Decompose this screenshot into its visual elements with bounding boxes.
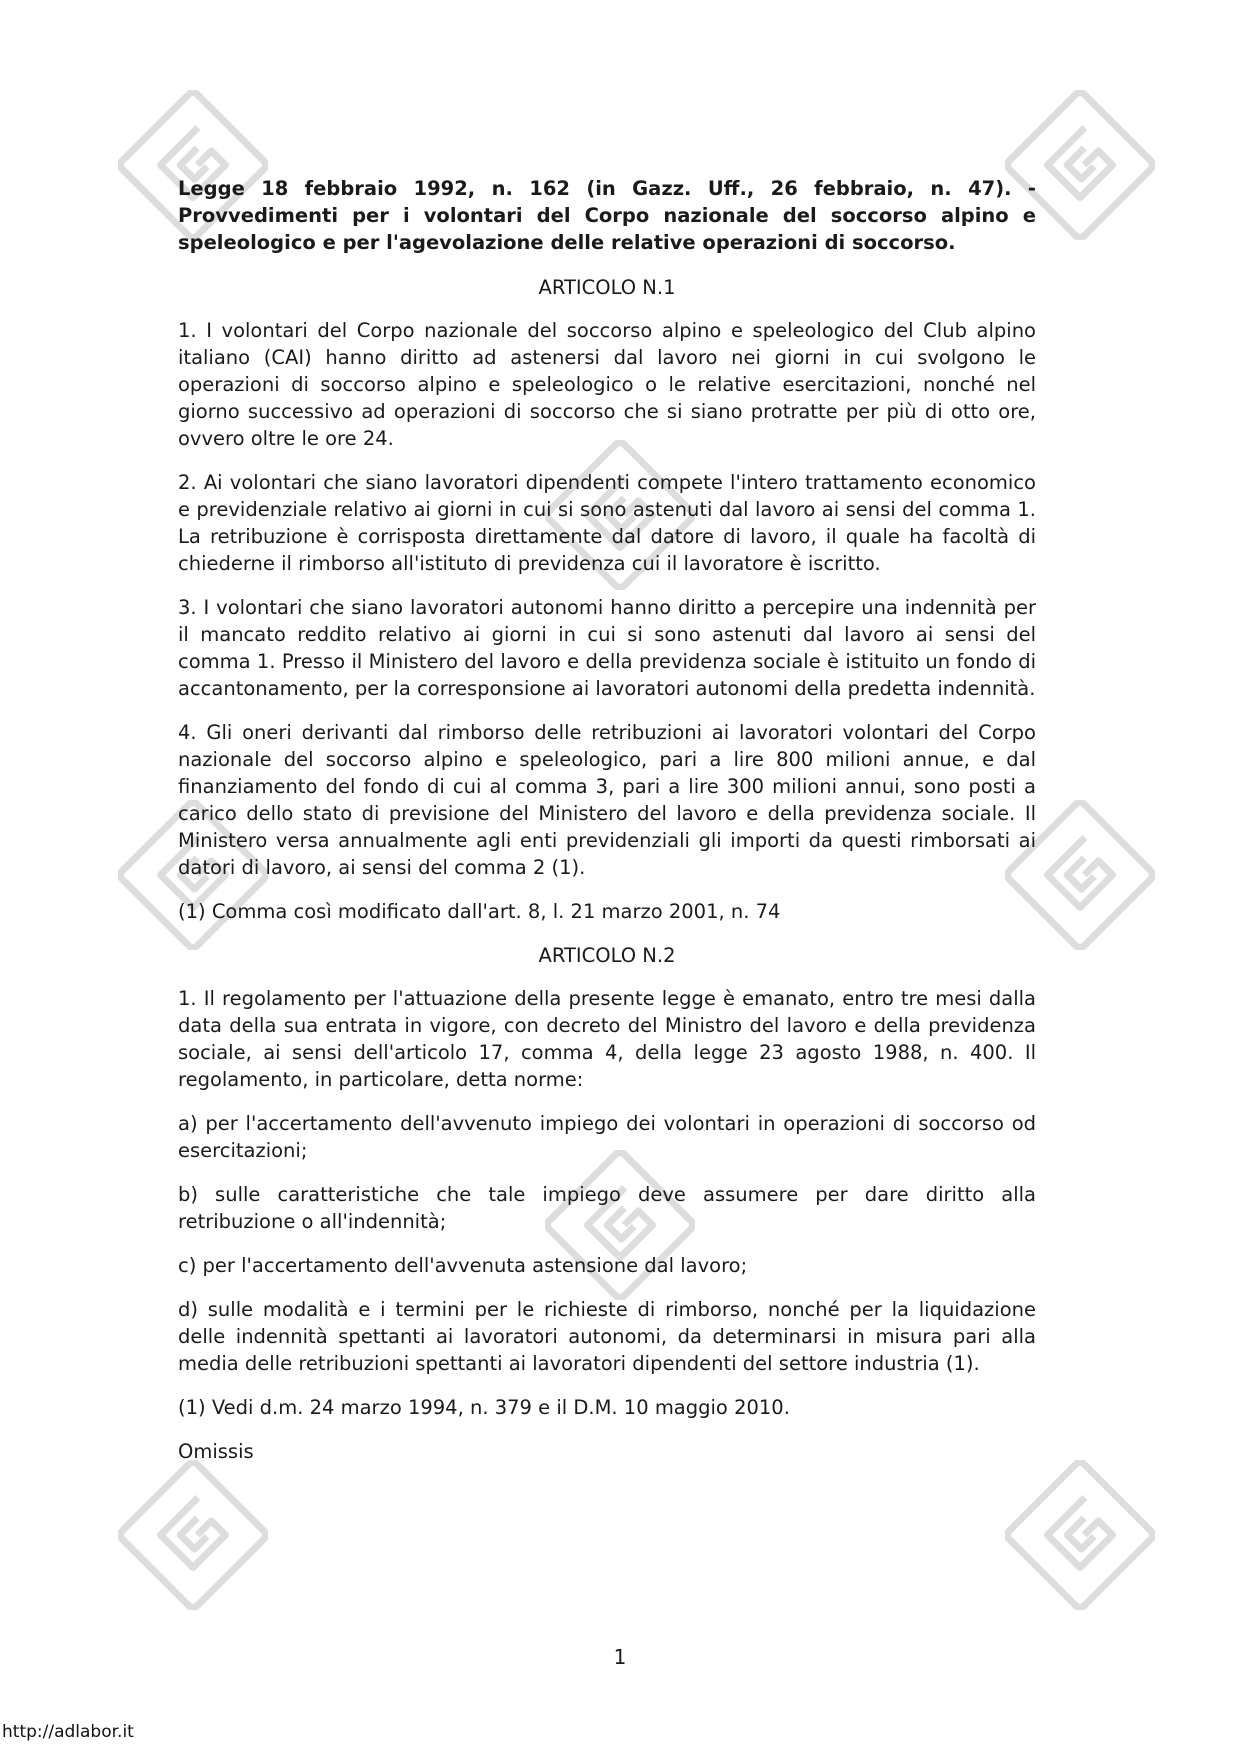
article-1-heading: ARTICOLO N.1	[538, 276, 676, 299]
article-1-comma-2: 2. Ai volontari che siano lavoratori dipendenti compete l'intero trattamento economico e previdenziale relativo ai giorni in cui si sono astenuti dal lavoro ai sensi del comma 1. La retribuzione è corrisposta direttamente dal datore di lavoro, il quale ha facoltà di chiederne il rimborso all'istituto di previdenza cui il lavoratore è iscritto.	[178, 471, 1036, 575]
article-2-item-c: c) per l'accertamento dell'avvenuta astensione dal lavoro;	[178, 1254, 748, 1277]
article-1-comma-1: 1. I volontari del Corpo nazionale del soccorso alpino e speleologico del Club alpino italiano (CAI) hanno diritto ad astenersi dal lavoro nei giorni in cui svolgono le operazioni di soccorso alpino e speleologico o le relative esercitazioni, nonché nel giorno successivo ad operazioni di soccorso che si siano protratte per più di otto ore, ovvero oltre le ore 24.	[178, 319, 1036, 450]
watermark-logo-icon	[118, 1460, 268, 1610]
article-1-comma-4: 4. Gli oneri derivanti dal rimborso delle retribuzioni ai lavoratori volontari del Corpo nazionale del soccorso alpino e speleologico, pari a lire 800 milioni annue, e dal finanziamento del fondo di cui al comma 3, pari a lire 300 milioni annui, sono posti a carico dello stato di previsione del Ministero del lavoro e della previdenza sociale. Il Ministero versa annualmente agli enti previdenziali gli importi da questi rimborsati ai datori di lavoro, ai sensi del comma 2 (1).	[178, 721, 1036, 879]
page-number: 1	[613, 1645, 627, 1669]
article-2-heading: ARTICOLO N.2	[538, 944, 676, 967]
article-2-footnote: (1) Vedi d.m. 24 marzo 1994, n. 379 e il D.M. 10 maggio 2010.	[178, 1396, 790, 1419]
document-body	[178, 175, 1036, 1482]
article-1-comma-3: 3. I volontari che siano lavoratori autonomi hanno diritto a percepire una indennità per il mancato reddito relativo ai giorni in cui si sono astenuti dal lavoro ai sensi del comma 1. Presso il Ministero del lavoro e della previdenza sociale è istituito un fondo di accantonamento, per la corresponsione ai lavoratori autonomi della predetta indennità.	[178, 596, 1036, 700]
article-2-comma-1: 1. Il regolamento per l'attuazione della presente legge è emanato, entro tre mesi dalla data della sua entrata in vigore, con decreto del Ministro del lavoro e della previdenza sociale, ai sensi dell'articolo 17, comma 4, della legge 23 agosto 1988, n. 400. Il regolamento, in particolare, detta norme:	[178, 987, 1036, 1091]
watermark-logo-icon	[1005, 1460, 1155, 1610]
omissis-text: Omissis	[178, 1440, 254, 1463]
article-2-item-d: d) sulle modalità e i termini per le richieste di rimborso, nonché per la liquidazione delle indennità spettanti ai lavoratori autonomi, da determinarsi in misura pari alla media delle retribuzioni spettanti ai lavoratori dipendenti del settore industria (1).	[178, 1298, 1036, 1375]
article-1-footnote: (1) Comma così modificato dall'art. 8, l. 21 marzo 2001, n. 74	[178, 900, 781, 923]
article-2-item-a: a) per l'accertamento dell'avvenuto impiego dei volontari in operazioni di soccorso od esercitazioni;	[178, 1112, 1036, 1162]
footer-site-link[interactable]: http://adlabor.it	[2, 1722, 134, 1742]
law-title: Legge 18 febbraio 1992, n. 162 (in Gazz. Uff., 26 febbraio, n. 47). - Provvedimenti per i volontari del Corpo nazionale del soccorso alpino e speleologico e per l'agevolazione delle relative operazioni di soccorso.	[178, 177, 1036, 254]
article-2-item-b: b) sulle caratteristiche che tale impiego deve assumere per dare diritto alla retribuzione o all'indennità;	[178, 1183, 1036, 1233]
